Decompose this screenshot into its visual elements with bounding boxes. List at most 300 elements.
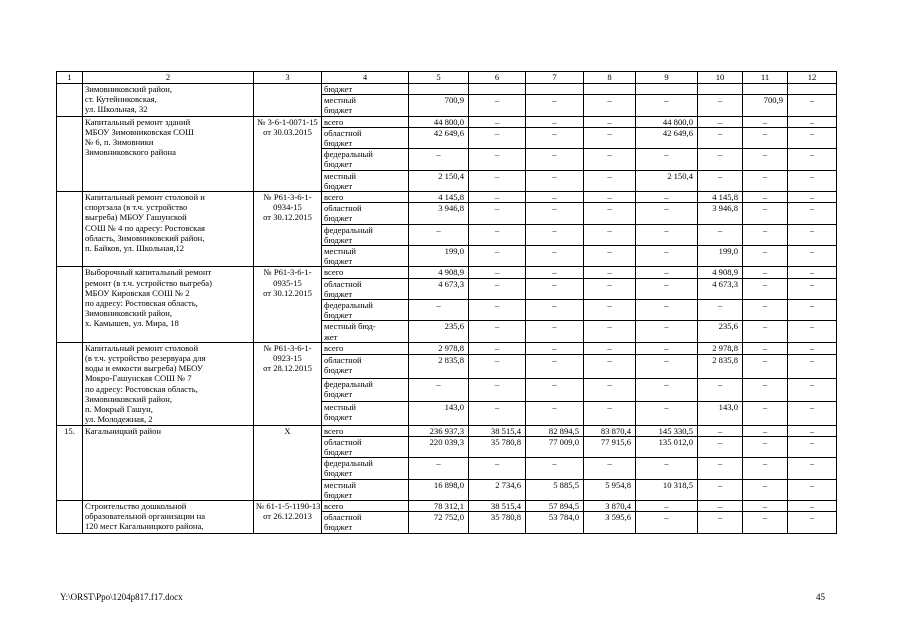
header-cell: 2 bbox=[83, 72, 254, 84]
amount-cell: – bbox=[788, 436, 837, 457]
amount-cell: – bbox=[584, 149, 636, 170]
funding-source bbox=[322, 84, 409, 95]
amount-cell: 2 978,8 bbox=[409, 342, 469, 354]
amount-cell: – bbox=[636, 300, 698, 321]
amount-cell: – bbox=[469, 378, 526, 401]
amount-cell: – bbox=[584, 342, 636, 354]
amount-cell: 236 937,3 bbox=[409, 425, 469, 436]
text-line: 0923-15 bbox=[273, 353, 302, 364]
row-number: 15. bbox=[57, 425, 83, 500]
amount-cell: – bbox=[409, 300, 469, 321]
amount-cell: – bbox=[743, 479, 788, 500]
amount-cell: 5 885,5 bbox=[526, 479, 584, 500]
amount-cell: – bbox=[743, 436, 788, 457]
amount-cell: – bbox=[469, 355, 526, 378]
object-name bbox=[83, 267, 254, 342]
amount-cell: – bbox=[584, 402, 636, 425]
text-line: по адресу: Ростовская область, bbox=[85, 383, 198, 394]
amount-cell: – bbox=[469, 402, 526, 425]
amount-cell: 199,0 bbox=[409, 246, 469, 267]
row-number bbox=[57, 500, 83, 533]
table-row bbox=[57, 192, 837, 203]
header-cell: 7 bbox=[526, 72, 584, 84]
amount-cell: – bbox=[526, 300, 584, 321]
amount-cell: 199,0 bbox=[698, 246, 743, 267]
amount-cell: – bbox=[526, 170, 584, 191]
funding-source bbox=[322, 149, 409, 170]
amount-cell: – bbox=[526, 355, 584, 378]
page-number: 45 bbox=[816, 592, 825, 602]
text-line: местный bbox=[324, 170, 357, 181]
amount-cell: – bbox=[526, 378, 584, 401]
amount-cell bbox=[469, 84, 526, 95]
amount-cell: 4 145,8 bbox=[409, 192, 469, 203]
object-name bbox=[83, 84, 254, 117]
amount-cell: 3 595,6 bbox=[584, 512, 636, 533]
amount-cell: – bbox=[469, 127, 526, 148]
amount-cell: 78 312,1 bbox=[409, 500, 469, 511]
amount-cell: – bbox=[469, 342, 526, 354]
text-line: № 3-6-1-0071-15 bbox=[257, 116, 318, 127]
amount-cell: 10 318,5 bbox=[636, 479, 698, 500]
amount-cell: – bbox=[743, 192, 788, 203]
amount-cell: – bbox=[743, 321, 788, 342]
text-line: бюджет bbox=[324, 489, 353, 500]
amount-cell: – bbox=[788, 512, 837, 533]
text-line: бюджет bbox=[324, 138, 353, 149]
amount-cell: 44 800,0 bbox=[409, 116, 469, 127]
text-line: всего bbox=[324, 192, 344, 203]
table-row bbox=[57, 342, 837, 354]
amount-cell: – bbox=[788, 170, 837, 191]
funding-source bbox=[322, 402, 409, 425]
amount-cell: – bbox=[469, 246, 526, 267]
amount-cell bbox=[698, 84, 743, 95]
amount-cell: – bbox=[636, 512, 698, 533]
text-line: область, Зимовниковский район, bbox=[85, 232, 205, 243]
amount-cell: – bbox=[698, 127, 743, 148]
amount-cell bbox=[743, 84, 788, 95]
amount-cell: – bbox=[698, 378, 743, 401]
amount-cell: – bbox=[469, 95, 526, 116]
funding-source bbox=[322, 116, 409, 127]
amount-cell: – bbox=[698, 458, 743, 479]
amount-cell: – bbox=[526, 149, 584, 170]
amount-cell: – bbox=[526, 246, 584, 267]
object-name bbox=[83, 116, 254, 191]
table-row bbox=[57, 500, 837, 511]
header-row bbox=[57, 72, 837, 84]
text-line: СОШ № 4 по адресу: Ростовская bbox=[85, 222, 205, 233]
funding-source bbox=[322, 170, 409, 191]
amount-cell: – bbox=[409, 149, 469, 170]
text-line: бюджет bbox=[324, 180, 353, 191]
header-cell: 10 bbox=[698, 72, 743, 84]
text-line: бюджет bbox=[324, 446, 353, 457]
text-line: ремонт (в т.ч. устройство выгреба) bbox=[85, 277, 212, 288]
amount-cell: – bbox=[743, 342, 788, 354]
amount-cell: – bbox=[788, 500, 837, 511]
amount-cell: – bbox=[636, 342, 698, 354]
text-line: областной bbox=[324, 278, 362, 289]
amount-cell: – bbox=[526, 203, 584, 224]
amount-cell: – bbox=[469, 149, 526, 170]
row-number bbox=[57, 342, 83, 425]
amount-cell: – bbox=[743, 203, 788, 224]
amount-cell: 35 780,8 bbox=[469, 512, 526, 533]
funding-source bbox=[322, 278, 409, 299]
text-line: п. Байков, ул. Школьная,12 bbox=[85, 243, 185, 254]
text-line: от 28.12.2015 bbox=[263, 363, 312, 374]
amount-cell: – bbox=[743, 458, 788, 479]
amount-cell: 5 954,8 bbox=[584, 479, 636, 500]
amount-cell: – bbox=[469, 192, 526, 203]
text-line: бюджет bbox=[324, 105, 353, 116]
amount-cell bbox=[409, 84, 469, 95]
amount-cell: – bbox=[788, 278, 837, 299]
amount-cell: – bbox=[743, 500, 788, 511]
amount-cell bbox=[584, 84, 636, 95]
funding-source bbox=[322, 246, 409, 267]
header-cell: 4 bbox=[322, 72, 409, 84]
amount-cell: – bbox=[584, 458, 636, 479]
text-line: бюджет bbox=[324, 310, 353, 321]
amount-cell: – bbox=[584, 300, 636, 321]
amount-cell: – bbox=[743, 425, 788, 436]
header-cell: 6 bbox=[469, 72, 526, 84]
row-number bbox=[57, 84, 83, 117]
text-line: Строительство дошкольной bbox=[85, 500, 187, 511]
amount-cell: – bbox=[584, 116, 636, 127]
amount-cell: – bbox=[698, 95, 743, 116]
amount-cell: – bbox=[469, 224, 526, 245]
text-line: Зимовниковский район, bbox=[85, 393, 173, 404]
amount-cell: – bbox=[526, 342, 584, 354]
document-ref bbox=[254, 425, 322, 500]
amount-cell: – bbox=[636, 355, 698, 378]
text-line: воды и емкости выгреба) МБОУ bbox=[85, 363, 203, 374]
text-line: всего bbox=[324, 116, 344, 127]
amount-cell: – bbox=[698, 479, 743, 500]
text-line: бюджет bbox=[324, 234, 353, 245]
amount-cell: 4 673,3 bbox=[698, 278, 743, 299]
text-line: областной bbox=[324, 436, 362, 447]
amount-cell bbox=[636, 84, 698, 95]
row-number bbox=[57, 267, 83, 342]
amount-cell: – bbox=[743, 402, 788, 425]
text-line: бюджет bbox=[324, 468, 353, 479]
text-line: выгреба) МБОУ Гашунской bbox=[85, 212, 187, 223]
amount-cell: 4 908,9 bbox=[698, 267, 743, 278]
text-line: 0934-15 bbox=[273, 202, 302, 213]
text-line: бюджет bbox=[324, 288, 353, 299]
amount-cell: – bbox=[788, 246, 837, 267]
amount-cell: – bbox=[788, 342, 837, 354]
text-line: бюджет bbox=[324, 365, 353, 376]
funding-source bbox=[322, 355, 409, 378]
amount-cell: – bbox=[526, 95, 584, 116]
text-line: федеральный bbox=[324, 378, 373, 389]
text-line: Выборочный капитальный ремонт bbox=[85, 267, 212, 278]
text-line: от 30.12.2015 bbox=[263, 287, 312, 298]
text-line: п. Мокрый Гашун, bbox=[85, 404, 153, 415]
amount-cell: – bbox=[526, 127, 584, 148]
text-line: областной bbox=[324, 355, 362, 366]
text-line: ст. Кутейниковская, bbox=[85, 94, 157, 105]
amount-cell: – bbox=[636, 500, 698, 511]
amount-cell: – bbox=[698, 425, 743, 436]
amount-cell: – bbox=[743, 300, 788, 321]
amount-cell: 3 946,8 bbox=[698, 203, 743, 224]
amount-cell: – bbox=[409, 458, 469, 479]
amount-cell: – bbox=[743, 170, 788, 191]
text-line: № Р61-3-6-1- bbox=[263, 192, 312, 203]
funding-source bbox=[322, 203, 409, 224]
text-line: всего bbox=[324, 267, 344, 278]
amount-cell: – bbox=[698, 224, 743, 245]
amount-cell: – bbox=[788, 321, 837, 342]
amount-cell: 143,0 bbox=[409, 402, 469, 425]
amount-cell: – bbox=[636, 267, 698, 278]
amount-cell: – bbox=[788, 479, 837, 500]
header-cell: 1 bbox=[57, 72, 83, 84]
amount-cell: 44 800,0 bbox=[636, 116, 698, 127]
amount-cell: 235,6 bbox=[409, 321, 469, 342]
amount-cell: – bbox=[584, 95, 636, 116]
amount-cell: – bbox=[469, 170, 526, 191]
amount-cell: – bbox=[743, 512, 788, 533]
amount-cell bbox=[526, 84, 584, 95]
text-line: от 26.12.2013 bbox=[263, 511, 312, 522]
text-line: федеральный bbox=[324, 149, 373, 160]
text-line: местный bbox=[324, 95, 357, 106]
funding-source bbox=[322, 95, 409, 116]
amount-cell: – bbox=[698, 300, 743, 321]
text-line: областной bbox=[324, 512, 362, 523]
amount-cell: – bbox=[469, 458, 526, 479]
row-number bbox=[57, 116, 83, 191]
amount-cell: – bbox=[584, 192, 636, 203]
funding-source bbox=[322, 192, 409, 203]
amount-cell: – bbox=[636, 458, 698, 479]
amount-cell: – bbox=[409, 224, 469, 245]
amount-cell: – bbox=[743, 278, 788, 299]
text-line: бюджет bbox=[324, 412, 353, 423]
text-line: по адресу: Ростовская область, bbox=[85, 298, 198, 309]
document-ref bbox=[254, 192, 322, 267]
amount-cell: 77 915,6 bbox=[584, 436, 636, 457]
header-cell: 5 bbox=[409, 72, 469, 84]
text-line: спортзала (в т.ч. устройство bbox=[85, 202, 188, 213]
object-name bbox=[83, 500, 254, 533]
text-line: № Р61-3-6-1- bbox=[263, 342, 312, 353]
text-line: бюджет bbox=[324, 522, 353, 533]
amount-cell: 3 870,4 bbox=[584, 500, 636, 511]
amount-cell: – bbox=[743, 246, 788, 267]
amount-cell: 38 515,4 bbox=[469, 500, 526, 511]
funding-source bbox=[322, 479, 409, 500]
text-line: местный bbox=[324, 479, 357, 490]
amount-cell: – bbox=[636, 378, 698, 401]
text-line: ул. Школьная, 32 bbox=[85, 104, 148, 115]
text-line: Х bbox=[284, 425, 291, 436]
funding-source bbox=[322, 300, 409, 321]
text-line: всего bbox=[324, 425, 344, 436]
amount-cell: – bbox=[636, 278, 698, 299]
funding-source bbox=[322, 342, 409, 354]
funding-source bbox=[322, 378, 409, 401]
amount-cell: – bbox=[743, 127, 788, 148]
amount-cell: 143,0 bbox=[698, 402, 743, 425]
amount-cell: 2 734,6 bbox=[469, 479, 526, 500]
amount-cell: – bbox=[526, 116, 584, 127]
amount-cell: 16 898,0 bbox=[409, 479, 469, 500]
document-ref bbox=[254, 116, 322, 191]
amount-cell: – bbox=[526, 192, 584, 203]
amount-cell: 57 894,5 bbox=[526, 500, 584, 511]
amount-cell: – bbox=[788, 95, 837, 116]
amount-cell: – bbox=[788, 458, 837, 479]
amount-cell: – bbox=[743, 355, 788, 378]
funding-source bbox=[322, 436, 409, 457]
financing-table bbox=[56, 71, 837, 534]
text-line: местный bbox=[324, 246, 357, 257]
text-line: местный бюд- bbox=[324, 321, 376, 332]
text-line: Кагальницкий район bbox=[85, 425, 161, 436]
amount-cell: – bbox=[584, 203, 636, 224]
amount-cell: – bbox=[698, 149, 743, 170]
amount-cell: – bbox=[584, 267, 636, 278]
amount-cell: 4 673,3 bbox=[409, 278, 469, 299]
amount-cell: 2 150,4 bbox=[636, 170, 698, 191]
table-row bbox=[57, 84, 837, 95]
amount-cell: 2 835,8 bbox=[698, 355, 743, 378]
amount-cell: 4 908,9 bbox=[409, 267, 469, 278]
amount-cell: – bbox=[698, 116, 743, 127]
table-row bbox=[57, 425, 837, 436]
amount-cell: 145 330,5 bbox=[636, 425, 698, 436]
text-line: от 30.03.2015 bbox=[263, 126, 312, 137]
amount-cell: 700,9 bbox=[743, 95, 788, 116]
amount-cell: 42 649,6 bbox=[636, 127, 698, 148]
text-line: жет bbox=[324, 331, 338, 342]
amount-cell: – bbox=[788, 402, 837, 425]
text-line: бюджет bbox=[324, 84, 353, 94]
amount-cell: – bbox=[584, 170, 636, 191]
amount-cell: 53 784,0 bbox=[526, 512, 584, 533]
text-line: областной bbox=[324, 203, 362, 214]
amount-cell: – bbox=[698, 436, 743, 457]
text-line: бюджет bbox=[324, 159, 353, 170]
text-line: бюджет bbox=[324, 213, 353, 224]
amount-cell: – bbox=[636, 149, 698, 170]
amount-cell: – bbox=[526, 458, 584, 479]
amount-cell: – bbox=[469, 278, 526, 299]
amount-cell: – bbox=[526, 321, 584, 342]
amount-cell: – bbox=[584, 246, 636, 267]
text-line: Капитальный ремонт столовой bbox=[85, 342, 199, 353]
amount-cell: 83 870,4 bbox=[584, 425, 636, 436]
document-ref bbox=[254, 267, 322, 342]
amount-cell: – bbox=[743, 149, 788, 170]
funding-source bbox=[322, 425, 409, 436]
amount-cell: – bbox=[698, 170, 743, 191]
amount-cell: – bbox=[526, 267, 584, 278]
text-line: № Р61-3-6-1- bbox=[263, 267, 312, 278]
amount-cell: – bbox=[584, 278, 636, 299]
funding-source bbox=[322, 512, 409, 533]
text-line: образовательной организации на bbox=[85, 511, 206, 522]
text-line: Зимовниковский район, bbox=[85, 84, 173, 94]
amount-cell: – bbox=[584, 378, 636, 401]
amount-cell: 2 978,8 bbox=[698, 342, 743, 354]
amount-cell: – bbox=[788, 149, 837, 170]
amount-cell: – bbox=[788, 378, 837, 401]
text-line: Капитальный ремонт столовой и bbox=[85, 192, 205, 203]
text-line: областной bbox=[324, 127, 362, 138]
header-cell: 3 bbox=[254, 72, 322, 84]
amount-cell: – bbox=[743, 267, 788, 278]
amount-cell: – bbox=[469, 116, 526, 127]
text-line: федеральный bbox=[324, 300, 373, 311]
text-line: Капитальный ремонт зданий bbox=[85, 116, 191, 127]
amount-cell: – bbox=[788, 224, 837, 245]
amount-cell: – bbox=[788, 267, 837, 278]
amount-cell: – bbox=[788, 203, 837, 224]
amount-cell: – bbox=[698, 512, 743, 533]
amount-cell: – bbox=[743, 116, 788, 127]
amount-cell: – bbox=[584, 321, 636, 342]
header-cell: 8 bbox=[584, 72, 636, 84]
amount-cell: – bbox=[526, 402, 584, 425]
text-line: Зимовниковский район, bbox=[85, 308, 173, 319]
amount-cell: 235,6 bbox=[698, 321, 743, 342]
amount-cell bbox=[788, 84, 837, 95]
text-line: № 6, п. Зимовники bbox=[85, 137, 154, 148]
amount-cell: – bbox=[526, 224, 584, 245]
amount-cell: 72 752,0 bbox=[409, 512, 469, 533]
amount-cell: – bbox=[636, 246, 698, 267]
amount-cell: 38 515,4 bbox=[469, 425, 526, 436]
document-ref bbox=[254, 342, 322, 425]
text-line: бюджет bbox=[324, 256, 353, 267]
amount-cell: 82 894,5 bbox=[526, 425, 584, 436]
text-line: № 61-1-5-1190-13 bbox=[256, 500, 321, 511]
amount-cell: 700,9 bbox=[409, 95, 469, 116]
text-line: Зимовниковского района bbox=[85, 147, 176, 158]
header-cell: 9 bbox=[636, 72, 698, 84]
text-line: МБОУ Кировская СОШ № 2 bbox=[85, 287, 190, 298]
amount-cell: – bbox=[788, 116, 837, 127]
header-cell: 11 bbox=[743, 72, 788, 84]
row-number bbox=[57, 192, 83, 267]
document-ref bbox=[254, 84, 322, 117]
text-line: х. Камышев, ул. Мира, 18 bbox=[85, 318, 179, 329]
text-line: 120 мест Кагальницкого района, bbox=[85, 521, 204, 532]
text-line: федеральный bbox=[324, 224, 373, 235]
amount-cell: 2 150,4 bbox=[409, 170, 469, 191]
amount-cell: 77 009,0 bbox=[526, 436, 584, 457]
header-cell: 12 bbox=[788, 72, 837, 84]
amount-cell: – bbox=[469, 300, 526, 321]
amount-cell: – bbox=[636, 321, 698, 342]
amount-cell: – bbox=[788, 425, 837, 436]
amount-cell: – bbox=[743, 224, 788, 245]
document-ref bbox=[254, 500, 322, 533]
text-line: МБОУ Зимовниковская СОШ bbox=[85, 126, 194, 137]
amount-cell: 3 946,8 bbox=[409, 203, 469, 224]
funding-source bbox=[322, 267, 409, 278]
